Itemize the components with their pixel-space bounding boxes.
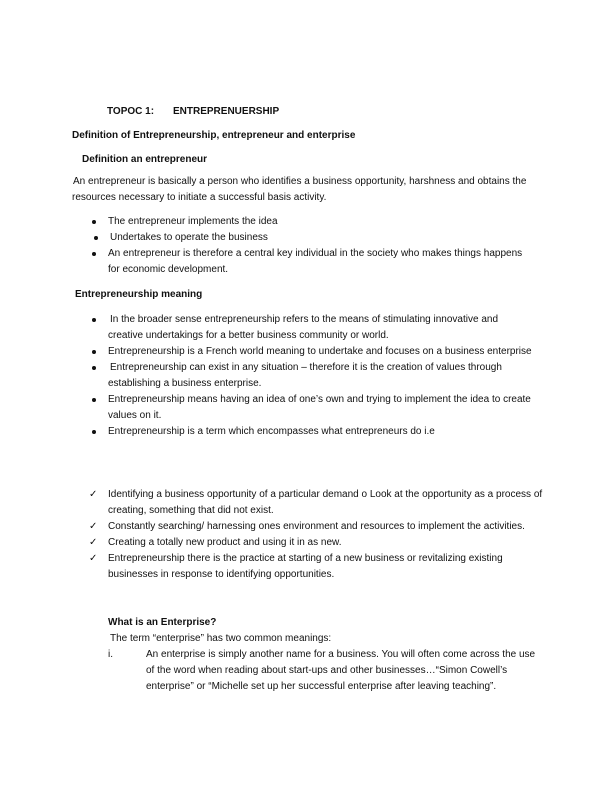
entrepreneur-paragraph: An entrepreneur is basically a person who identifies a business opportunity, harshness and obtains the resources necessary to initiate a successful basis activity. <box>72 176 527 203</box>
bullet-icon <box>94 236 98 240</box>
list-item: In the broader sense entrepreneurship refers to the means of stimulating innovative and creative undertakings for a better business community or world. <box>108 312 533 344</box>
bullet-icon <box>92 252 96 256</box>
list-item: ✓ Creating a totally new product and using it in as new. <box>108 535 543 551</box>
heading-meaning: Entrepreneurship meaning <box>75 289 203 300</box>
enterprise-meaning-text: An enterprise is simply another name for a business. You will often come across the use of the word when reading about start-ups and other businesses…“Simon Cowell’s enterprise” or “Michelle set up her successful enterprise after leaving teaching”. <box>146 649 536 692</box>
bullet-icon <box>92 350 96 354</box>
heading-enterprise: What is an Enterprise? <box>108 617 217 628</box>
enterprise-meaning-marker: i. <box>108 649 113 660</box>
bullet-icon <box>92 366 96 370</box>
list-item: Entrepreneurship can exist in any situation – therefore it is the creation of values through establishing a business enterprise. <box>108 360 533 392</box>
bullet-icon <box>92 430 96 434</box>
list-item: Entrepreneurship is a term which encompasses what entrepreneurs do i.e <box>108 424 533 440</box>
entrepreneur-bullet-list <box>108 214 528 278</box>
checkmark-icon: ✓ <box>89 537 98 548</box>
bullet-icon <box>92 398 96 402</box>
check-list <box>89 487 543 583</box>
meaning-bullet-list <box>108 312 533 440</box>
list-item: ✓ Identifying a business opportunity of a particular demand o Look at the opportunity as a process of creating, something that did not exist. <box>89 489 543 516</box>
heading-entrepreneur: Definition an entrepreneur <box>82 154 208 165</box>
bullet-icon <box>92 220 96 224</box>
checkmark-icon: ✓ <box>89 553 98 564</box>
bullet-icon <box>92 318 96 322</box>
topic-title: ENTREPRENUERSHIP <box>173 106 280 117</box>
list-item: Undertakes to operate the business <box>108 230 528 246</box>
list-item: ✓ Entrepreneurship there is the practice at starting of a new business or revitalizing existing businesses in response to identifying opportunities. <box>89 553 503 580</box>
list-item: ✓ Constantly searching/ harnessing ones environment and resources to implement the activities. <box>108 519 543 535</box>
list-item: Entrepreneurship means having an idea of one’s own and trying to implement the idea to create values on it. <box>108 392 533 424</box>
topic-label: TOPOC 1: <box>107 106 155 117</box>
list-item: An entrepreneur is therefore a central key individual in the society who makes things happens for economic development. <box>108 246 528 278</box>
enterprise-intro: The term “enterprise” has two common meanings: <box>110 633 332 644</box>
list-item: The entrepreneur implements the idea <box>108 214 528 230</box>
heading-definitions: Definition of Entrepreneurship, entrepreneur and enterprise <box>72 130 356 141</box>
list-item: Entrepreneurship is a French world meaning to undertake and focuses on a business enterprise <box>108 344 533 360</box>
checkmark-icon: ✓ <box>89 521 98 532</box>
checkmark-icon: ✓ <box>89 489 98 500</box>
